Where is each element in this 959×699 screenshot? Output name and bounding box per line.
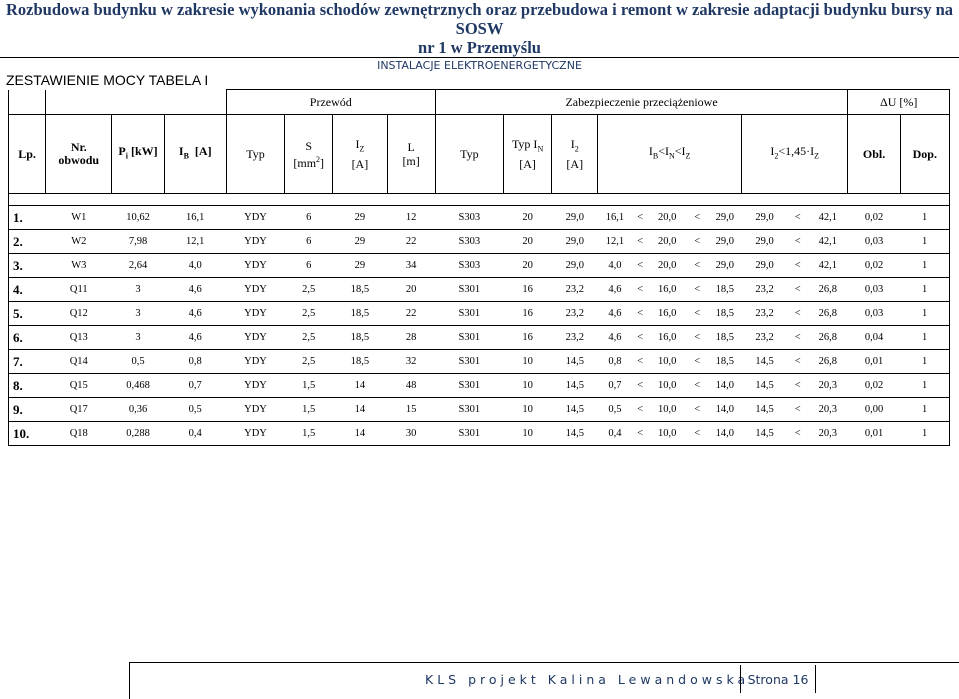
col-permissible: Dop. xyxy=(900,115,949,194)
table-row xyxy=(9,398,950,422)
cell-lp: 10. xyxy=(9,422,46,446)
cell-lt1: < xyxy=(632,398,648,422)
cell-s: 6 xyxy=(285,230,333,254)
cell-lt1: < xyxy=(632,302,648,326)
cell-dop: 1 xyxy=(900,422,949,446)
cell-in: 20 xyxy=(503,230,551,254)
cell-iz: 29 xyxy=(333,254,387,278)
col-cable-type: Typ xyxy=(226,115,284,194)
cell-obl: 0,00 xyxy=(848,398,900,422)
cell-lt2: < xyxy=(686,302,708,326)
cell-iz: 18,5 xyxy=(333,350,387,374)
cell-ib: 0,4 xyxy=(164,422,226,446)
cell-i2: 14,5 xyxy=(552,374,598,398)
cell-b2: 26,8 xyxy=(808,326,848,350)
cell-lt2: < xyxy=(686,230,708,254)
table-title: ZESTAWIENIE MOCY TABELA I xyxy=(6,72,209,88)
col-circuit: Nr. obwodu xyxy=(46,115,112,194)
cell-l: 30 xyxy=(387,422,435,446)
cell-dop: 1 xyxy=(900,350,949,374)
cell-obl: 0,03 xyxy=(848,278,900,302)
cell-l: 48 xyxy=(387,374,435,398)
cell-pi: 0,468 xyxy=(112,374,164,398)
cell-obl: 0,01 xyxy=(848,350,900,374)
cell-typ: YDY xyxy=(226,422,284,446)
cell-lt3: < xyxy=(788,350,808,374)
cell-typ2: S301 xyxy=(435,374,503,398)
col-ib: $I_B$ [A] xyxy=(164,115,226,194)
cell-in: 16 xyxy=(503,278,551,302)
cell-a3: 14,0 xyxy=(708,422,741,446)
cell-lt2: < xyxy=(686,206,708,230)
cell-b2: 42,1 xyxy=(808,230,848,254)
table-row xyxy=(9,278,950,302)
cell-typ: YDY xyxy=(226,278,284,302)
cell-i2: 14,5 xyxy=(552,398,598,422)
cell-a2: 10,0 xyxy=(648,374,686,398)
cell-a2: 16,0 xyxy=(648,326,686,350)
cell-l: 22 xyxy=(387,302,435,326)
cell-a3: 18,5 xyxy=(708,278,741,302)
cell-lp: 5. xyxy=(9,302,46,326)
cell-ib: 0,5 xyxy=(164,398,226,422)
cell-typ: YDY xyxy=(226,230,284,254)
cell-a2: 10,0 xyxy=(648,350,686,374)
cell-dop: 1 xyxy=(900,230,949,254)
cell-lt3: < xyxy=(788,206,808,230)
cell-pi: 0,5 xyxy=(112,350,164,374)
cell-iz: 18,5 xyxy=(333,278,387,302)
cell-i2: 23,2 xyxy=(552,326,598,350)
page-footer xyxy=(129,662,959,699)
table-row xyxy=(9,206,950,230)
cell-lt3: < xyxy=(788,374,808,398)
cell-obl: 0,01 xyxy=(848,422,900,446)
table-row xyxy=(9,374,950,398)
cell-a2: 10,0 xyxy=(648,398,686,422)
cell-s: 1,5 xyxy=(285,374,333,398)
power-summary-table xyxy=(8,89,950,446)
cell-lt1: < xyxy=(632,374,648,398)
table-body xyxy=(9,206,950,446)
cell-iz: 18,5 xyxy=(333,302,387,326)
cell-lt3: < xyxy=(788,278,808,302)
cell-typ: YDY xyxy=(226,254,284,278)
cell-lt2: < xyxy=(686,278,708,302)
cell-pi: 7,98 xyxy=(112,230,164,254)
cell-lt2: < xyxy=(686,374,708,398)
cell-in: 16 xyxy=(503,302,551,326)
cell-lt3: < xyxy=(788,230,808,254)
cell-typ2: S303 xyxy=(435,254,503,278)
cell-lp: 6. xyxy=(9,326,46,350)
cell-nr: W3 xyxy=(46,254,112,278)
cell-lt3: < xyxy=(788,398,808,422)
cell-dop: 1 xyxy=(900,374,949,398)
cell-b2: 42,1 xyxy=(808,254,848,278)
cell-lt2: < xyxy=(686,326,708,350)
cell-a3: 29,0 xyxy=(708,206,741,230)
col-condition-1: $I_B<I_N<I_Z$ xyxy=(598,115,742,194)
col-cross-section: S $[mm^2]$ xyxy=(285,115,333,194)
document-header xyxy=(0,0,959,73)
cell-lt1: < xyxy=(632,326,648,350)
cell-lt2: < xyxy=(686,398,708,422)
cell-typ2: S303 xyxy=(435,206,503,230)
col-in: Typ $I_N$ [A] xyxy=(503,115,551,194)
cell-b1: 23,2 xyxy=(741,278,787,302)
cell-obl: 0,03 xyxy=(848,230,900,254)
discipline-label: INSTALACJE ELEKTROENERGETYCZNE xyxy=(377,59,582,72)
conductor-group-header: Przewód xyxy=(226,90,435,115)
voltage-drop-group-header: ΔU [%] xyxy=(848,90,950,115)
cell-i2: 29,0 xyxy=(552,206,598,230)
cell-lp: 8. xyxy=(9,374,46,398)
cell-l: 34 xyxy=(387,254,435,278)
cell-nr: W1 xyxy=(46,206,112,230)
cell-a1: 12,1 xyxy=(598,230,632,254)
cell-pi: 0,288 xyxy=(112,422,164,446)
col-i2: $I_2$ [A] xyxy=(552,115,598,194)
cell-lt1: < xyxy=(632,422,648,446)
cell-ib: 0,8 xyxy=(164,350,226,374)
cell-in: 10 xyxy=(503,422,551,446)
column-header-row xyxy=(9,115,950,194)
cell-nr: Q13 xyxy=(46,326,112,350)
cell-b1: 29,0 xyxy=(741,254,787,278)
cell-a3: 14,0 xyxy=(708,398,741,422)
cell-lp: 4. xyxy=(9,278,46,302)
cell-typ: YDY xyxy=(226,302,284,326)
cell-dop: 1 xyxy=(900,302,949,326)
cell-in: 16 xyxy=(503,326,551,350)
cell-a2: 10,0 xyxy=(648,422,686,446)
cell-ib: 4,0 xyxy=(164,254,226,278)
col-iz: $I_Z$ [A] xyxy=(333,115,387,194)
cell-i2: 29,0 xyxy=(552,230,598,254)
cell-pi: 3 xyxy=(112,302,164,326)
cell-b1: 14,5 xyxy=(741,422,787,446)
cell-s: 6 xyxy=(285,206,333,230)
cell-b1: 14,5 xyxy=(741,398,787,422)
cell-a1: 4,6 xyxy=(598,302,632,326)
cell-s: 6 xyxy=(285,254,333,278)
cell-b1: 29,0 xyxy=(741,206,787,230)
cell-a1: 0,8 xyxy=(598,350,632,374)
cell-nr: Q15 xyxy=(46,374,112,398)
cell-a2: 20,0 xyxy=(648,230,686,254)
cell-a1: 4,6 xyxy=(598,278,632,302)
cell-ib: 4,6 xyxy=(164,326,226,350)
cell-b1: 29,0 xyxy=(741,230,787,254)
cell-dop: 1 xyxy=(900,398,949,422)
cell-s: 1,5 xyxy=(285,398,333,422)
cell-in: 10 xyxy=(503,374,551,398)
cell-i2: 29,0 xyxy=(552,254,598,278)
cell-lt3: < xyxy=(788,422,808,446)
cell-b2: 26,8 xyxy=(808,350,848,374)
cell-iz: 29 xyxy=(333,206,387,230)
cell-nr: Q14 xyxy=(46,350,112,374)
cell-lp: 3. xyxy=(9,254,46,278)
col-pi: $P_i$ [kW] xyxy=(112,115,164,194)
header-divider xyxy=(0,57,959,58)
cell-b2: 26,8 xyxy=(808,302,848,326)
col-breaker-type: Typ xyxy=(435,115,503,194)
cell-in: 10 xyxy=(503,350,551,374)
table-row xyxy=(9,230,950,254)
cell-lp: 1. xyxy=(9,206,46,230)
cell-l: 15 xyxy=(387,398,435,422)
cell-b1: 23,2 xyxy=(741,326,787,350)
cell-typ: YDY xyxy=(226,326,284,350)
cell-pi: 10,62 xyxy=(112,206,164,230)
col-lp: Lp. xyxy=(9,115,46,194)
cell-lt1: < xyxy=(632,206,648,230)
cell-obl: 0,03 xyxy=(848,302,900,326)
col-condition-2: $I_2<1,45\cdot I_Z$ xyxy=(741,115,848,194)
table-row xyxy=(9,302,950,326)
cell-dop: 1 xyxy=(900,326,949,350)
header-spacer-row xyxy=(9,194,950,206)
cell-b2: 26,8 xyxy=(808,278,848,302)
cell-l: 12 xyxy=(387,206,435,230)
cell-a1: 0,4 xyxy=(598,422,632,446)
cell-s: 2,5 xyxy=(285,302,333,326)
cell-dop: 1 xyxy=(900,254,949,278)
cell-typ: YDY xyxy=(226,206,284,230)
cell-typ: YDY xyxy=(226,350,284,374)
col-calculated: Obl. xyxy=(848,115,900,194)
cell-ib: 16,1 xyxy=(164,206,226,230)
cell-s: 2,5 xyxy=(285,350,333,374)
cell-lp: 9. xyxy=(9,398,46,422)
col-length: L [m] xyxy=(387,115,435,194)
cell-typ2: S301 xyxy=(435,278,503,302)
cell-a3: 29,0 xyxy=(708,254,741,278)
cell-obl: 0,02 xyxy=(848,374,900,398)
cell-ib: 12,1 xyxy=(164,230,226,254)
table-row xyxy=(9,254,950,278)
cell-lt1: < xyxy=(632,254,648,278)
cell-in: 20 xyxy=(503,254,551,278)
cell-typ2: S301 xyxy=(435,326,503,350)
cell-iz: 14 xyxy=(333,398,387,422)
cell-dop: 1 xyxy=(900,278,949,302)
cell-s: 2,5 xyxy=(285,278,333,302)
cell-pi: 3 xyxy=(112,278,164,302)
cell-lt1: < xyxy=(632,230,648,254)
cell-a2: 16,0 xyxy=(648,278,686,302)
footer-company: KLS projekt Kalina Lewandowska xyxy=(425,672,750,687)
cell-a1: 16,1 xyxy=(598,206,632,230)
cell-obl: 0,02 xyxy=(848,254,900,278)
cell-nr: W2 xyxy=(46,230,112,254)
cell-lt2: < xyxy=(686,350,708,374)
cell-b2: 20,3 xyxy=(808,398,848,422)
cell-iz: 18,5 xyxy=(333,326,387,350)
cell-lt2: < xyxy=(686,422,708,446)
cell-lt3: < xyxy=(788,326,808,350)
cell-a2: 16,0 xyxy=(648,302,686,326)
cell-lt1: < xyxy=(632,278,648,302)
cell-pi: 0,36 xyxy=(112,398,164,422)
cell-lp: 7. xyxy=(9,350,46,374)
cell-ib: 4,6 xyxy=(164,278,226,302)
cell-b2: 42,1 xyxy=(808,206,848,230)
footer-page-number: Strona 16 xyxy=(740,665,816,693)
project-title-line1: Rozbudowa budynku w zakresie wykonania schodów zewnętrznych oraz przebudowa i remont w zakresie adaptacji budynku bursy na SOSW xyxy=(5,0,954,38)
cell-typ: YDY xyxy=(226,398,284,422)
cell-in: 20 xyxy=(503,206,551,230)
cell-lt2: < xyxy=(686,254,708,278)
cell-iz: 14 xyxy=(333,422,387,446)
cell-l: 28 xyxy=(387,326,435,350)
cell-i2: 14,5 xyxy=(552,422,598,446)
cell-iz: 14 xyxy=(333,374,387,398)
cell-typ: YDY xyxy=(226,374,284,398)
cell-s: 2,5 xyxy=(285,326,333,350)
cell-a2: 20,0 xyxy=(648,206,686,230)
protection-group-header: Zabezpieczenie przeciążeniowe xyxy=(435,90,848,115)
cell-pi: 3 xyxy=(112,326,164,350)
cell-ib: 0,7 xyxy=(164,374,226,398)
cell-lt3: < xyxy=(788,254,808,278)
project-title-line2: nr 1 w Przemyślu xyxy=(418,38,541,57)
table-row xyxy=(9,350,950,374)
cell-in: 10 xyxy=(503,398,551,422)
cell-ib: 4,6 xyxy=(164,302,226,326)
cell-i2: 23,2 xyxy=(552,278,598,302)
cell-i2: 14,5 xyxy=(552,350,598,374)
cell-a3: 14,0 xyxy=(708,374,741,398)
cell-a3: 18,5 xyxy=(708,302,741,326)
cell-lt3: < xyxy=(788,302,808,326)
cell-obl: 0,04 xyxy=(848,326,900,350)
cell-a1: 0,7 xyxy=(598,374,632,398)
table-row xyxy=(9,422,950,446)
cell-a3: 18,5 xyxy=(708,326,741,350)
cell-a3: 18,5 xyxy=(708,350,741,374)
cell-typ2: S303 xyxy=(435,230,503,254)
table-row xyxy=(9,326,950,350)
cell-nr: Q18 xyxy=(46,422,112,446)
group-header-row xyxy=(9,90,950,115)
cell-b2: 20,3 xyxy=(808,374,848,398)
cell-a1: 4,6 xyxy=(598,326,632,350)
cell-dop: 1 xyxy=(900,206,949,230)
cell-b1: 14,5 xyxy=(741,374,787,398)
cell-b1: 23,2 xyxy=(741,302,787,326)
cell-b2: 20,3 xyxy=(808,422,848,446)
cell-s: 1,5 xyxy=(285,422,333,446)
cell-i2: 23,2 xyxy=(552,302,598,326)
cell-nr: Q12 xyxy=(46,302,112,326)
cell-nr: Q17 xyxy=(46,398,112,422)
cell-typ2: S301 xyxy=(435,398,503,422)
cell-typ2: S301 xyxy=(435,422,503,446)
cell-l: 20 xyxy=(387,278,435,302)
cell-lp: 2. xyxy=(9,230,46,254)
cell-b1: 14,5 xyxy=(741,350,787,374)
cell-a2: 20,0 xyxy=(648,254,686,278)
cell-a1: 0,5 xyxy=(598,398,632,422)
cell-pi: 2,64 xyxy=(112,254,164,278)
cell-l: 32 xyxy=(387,350,435,374)
cell-a1: 4,0 xyxy=(598,254,632,278)
cell-typ2: S301 xyxy=(435,302,503,326)
cell-obl: 0,02 xyxy=(848,206,900,230)
cell-nr: Q11 xyxy=(46,278,112,302)
cell-iz: 29 xyxy=(333,230,387,254)
cell-lt1: < xyxy=(632,350,648,374)
cell-l: 22 xyxy=(387,230,435,254)
cell-a3: 29,0 xyxy=(708,230,741,254)
cell-typ2: S301 xyxy=(435,350,503,374)
